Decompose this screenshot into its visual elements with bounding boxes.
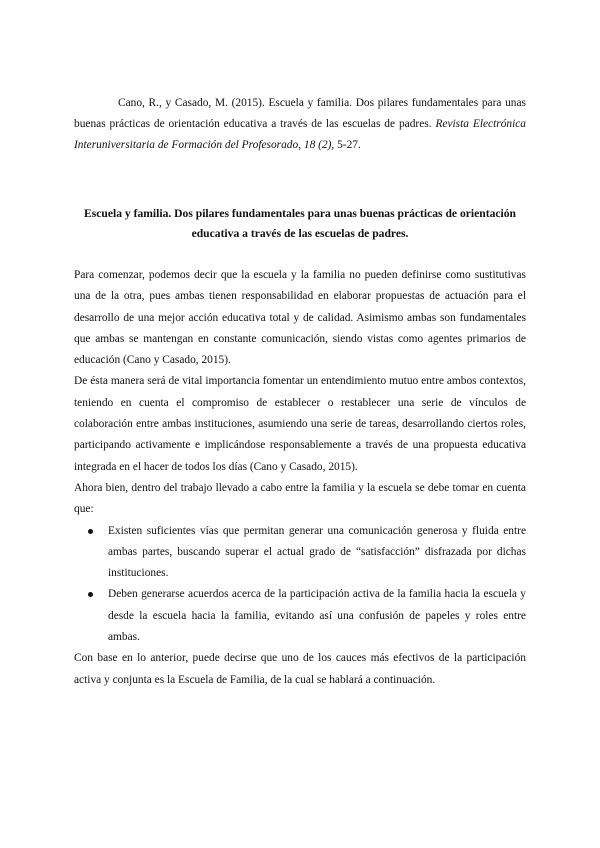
bullet-item-2 [74, 584, 526, 648]
reference-journal: Revista Electrónica Interuniversitaria de Formación del Profesorado, 18 (2), [74, 118, 526, 151]
bullet-text-1: Existen suficientes vías que permitan generar una comunicación generosa y fluida entre ambas partes, buscando superar el actual grado de “satisfacción” disfrazada por dichas instituciones. [108, 524, 526, 580]
bullet-text-2: Deben generarse acuerdos acerca de la participación activa de la familia hacia la escuela y desde la escuela hacia la familia, evitando así una confusión de papeles y roles entre ambas. [108, 588, 526, 644]
bullet-list [74, 521, 526, 649]
reference-pages: 5-27. [334, 139, 361, 151]
closing-paragraph: Con base en lo anterior, puede decirse que uno de los cauces más efectivos de la participación activa y conjunta es la Escuela de Familia, de la cual se hablará a continuación. [74, 652, 526, 686]
paragraph-1: Para comenzar, podemos decir que la escuela y la familia no pueden definirse como sustitutivas una de la otra, pues ambas tienen responsabilidad en elaborar propuestas de actuación para el desarrollo de una mejor acción educativa total y de calidad. Asimismo ambas son fundamentales que ambas se mantengan en constante comunicación, siendo vistas como agentes primarios de educación (Cano y Casado, 2015). [74, 269, 526, 367]
bullet-icon [88, 529, 93, 534]
paragraph-2: De ésta manera será de vital importancia fomentar un entendimiento mutuo entre ambos contextos, teniendo en cuenta el compromiso de establecer o restablecer una serie de vínculos de colaboración entre ambas instituciones, asumiendo una serie de tareas, desarrollando ciertos roles, participando activamente e implicándose responsablemente a través de una propuesta educativa integrada en el hacer de todos los días (Cano y Casado, 2015). [74, 375, 526, 473]
document-body [74, 265, 526, 691]
reference-authors-title: Cano, R., y Casado, M. (2015). Escuela y familia. Dos pilares fundamentales para unas buenas prácticas de orientación educativa a través de las escuelas de padres. [74, 97, 526, 130]
bullet-item-1 [74, 521, 526, 585]
paragraph-3: Ahora bien, dentro del trabajo llevado a cabo entre la familia y la escuela se debe tomar en cuenta que: [74, 481, 526, 516]
bibliographic-reference [74, 93, 526, 156]
bullet-icon [88, 592, 93, 597]
section-title: Escuela y familia. Dos pilares fundamentales para unas buenas prácticas de orientación educativa a través de las escuelas de padres. [84, 207, 516, 240]
